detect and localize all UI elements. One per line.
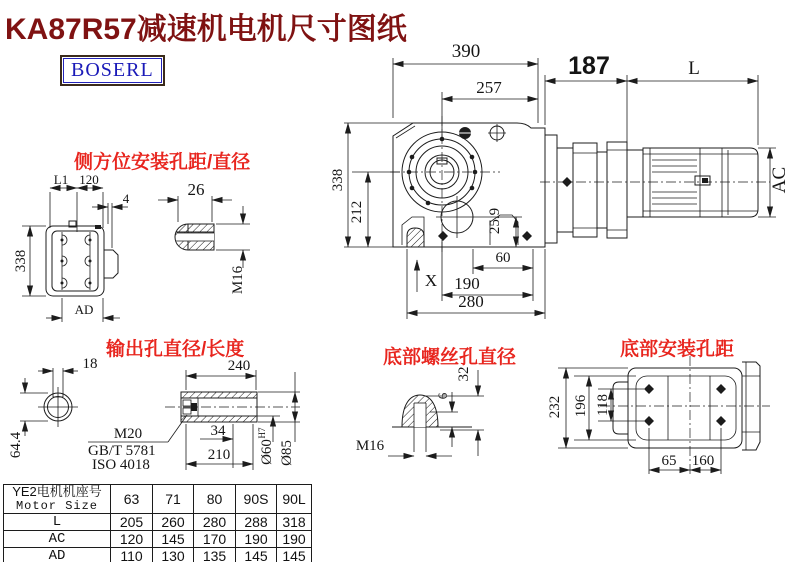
- bottom-mount-view: [547, 356, 770, 474]
- label-bottom-mount: 底部安装孔距: [620, 339, 735, 360]
- table-header-cn: YE2电机机座号: [12, 484, 102, 499]
- label-output-hole: 输出孔直径/长度: [106, 339, 245, 360]
- dim-32: 32: [456, 366, 472, 382]
- callout-gbt: GB/T 5781: [88, 443, 156, 459]
- dim-M16-side: M16: [230, 265, 246, 295]
- cell: 190: [236, 531, 277, 548]
- size-column: 80: [194, 485, 236, 514]
- dim-60: 60: [495, 250, 511, 266]
- table-header-row: [4, 485, 312, 514]
- table-row-AD: [4, 548, 312, 562]
- dim-L: L: [688, 58, 700, 79]
- label-bottom-screw: 底部螺丝孔直径: [383, 347, 517, 368]
- cell: 318: [277, 514, 312, 531]
- cell: 145: [236, 548, 277, 562]
- brand-logo: [60, 55, 165, 86]
- brand-logo-text: BOSERL: [63, 58, 162, 83]
- dim-338-side: 338: [13, 249, 29, 273]
- side-holes: [61, 235, 92, 288]
- dim-118: 118: [595, 394, 611, 416]
- dim-64-4: 64.4: [8, 431, 24, 459]
- cell: 205: [111, 514, 153, 531]
- dim-240: 240: [227, 358, 251, 374]
- row-label: AC: [4, 531, 111, 548]
- dim-25-9: 25.9: [487, 207, 503, 235]
- main-view: [330, 41, 790, 319]
- dim-232: 232: [547, 395, 563, 419]
- row-label: L: [4, 514, 111, 531]
- cell: 260: [153, 514, 194, 531]
- motor-size-table: [3, 484, 312, 562]
- dim-196: 196: [573, 394, 589, 418]
- table-row-AC: [4, 531, 312, 548]
- label-side-mount: 侧方位安装孔距/直径: [74, 152, 251, 173]
- callout-iso: ISO 4018: [92, 457, 150, 473]
- dim-160: 160: [691, 453, 715, 469]
- callout-M20: M20: [113, 426, 143, 442]
- dim-187: 187: [568, 52, 610, 80]
- dim-6: 6: [435, 392, 450, 400]
- cell: 130: [153, 548, 194, 562]
- dim-190: 190: [454, 274, 480, 293]
- table-row-L: [4, 514, 312, 531]
- dim-212: 212: [349, 200, 365, 224]
- dim-390: 390: [451, 41, 481, 62]
- cell: 190: [277, 531, 312, 548]
- size-column: 71: [153, 485, 194, 514]
- dim-338-main: 338: [330, 168, 346, 192]
- dim-210: 210: [207, 447, 231, 463]
- dim-280: 280: [458, 292, 484, 311]
- dim-L1: L1: [53, 172, 69, 187]
- row-label: AD: [4, 548, 111, 562]
- dim-26: 26: [187, 180, 205, 199]
- output-hole-view: [8, 356, 300, 473]
- cell: 145: [153, 531, 194, 548]
- size-column: 90L: [277, 485, 312, 514]
- size-column: 63: [111, 485, 153, 514]
- bottom-screw-view: [356, 367, 484, 457]
- cell: 170: [194, 531, 236, 548]
- dim-AC: AC: [769, 166, 790, 194]
- dim-18: 18: [82, 356, 98, 372]
- mark-x: X: [424, 271, 438, 290]
- table-header-en: Motor Size: [15, 499, 98, 513]
- dim-4: 4: [122, 191, 130, 206]
- cell: 280: [194, 514, 236, 531]
- dim-65: 65: [661, 453, 677, 469]
- dim-34: 34: [210, 423, 226, 439]
- cell: 288: [236, 514, 277, 531]
- dim-O85: Ø85: [279, 440, 295, 466]
- page-title: KA87R57减速机电机尺寸图纸: [5, 13, 407, 46]
- dim-257: 257: [476, 78, 502, 97]
- cell: 135: [194, 548, 236, 562]
- dim-O60: Ø60: [259, 439, 275, 465]
- dim-M16-bottom: M16: [355, 438, 385, 454]
- cell: 110: [111, 548, 153, 562]
- table-header-cell: [4, 485, 111, 514]
- cell: 145: [277, 548, 312, 562]
- dim-AD: AD: [74, 302, 94, 317]
- side-mount-view: [13, 172, 250, 322]
- dim-O60-tol: H7: [257, 427, 267, 439]
- size-column: 90S: [236, 485, 277, 514]
- cell: 120: [111, 531, 153, 548]
- dim-120: 120: [79, 172, 99, 187]
